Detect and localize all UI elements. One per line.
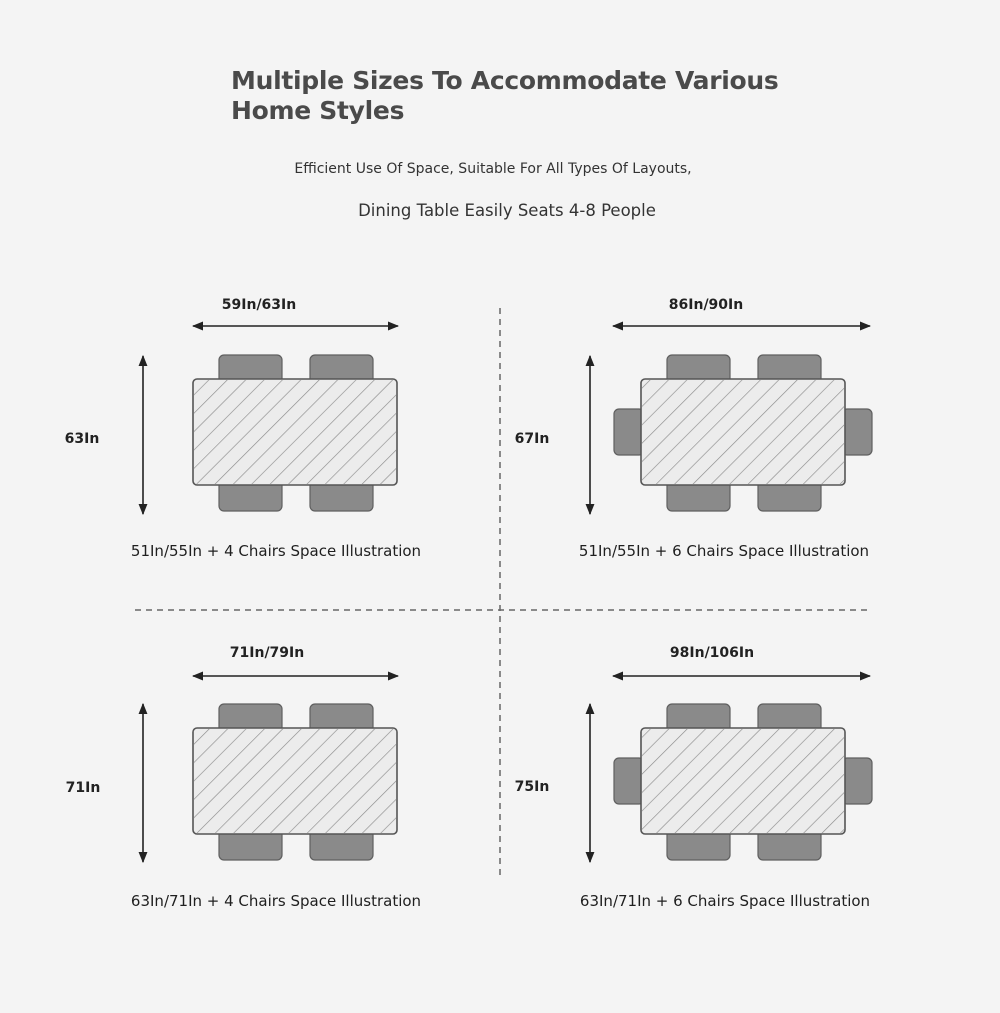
panel-caption: 51In/55In + 4 Chairs Space Illustration — [130, 542, 422, 560]
table-hatching — [194, 729, 396, 833]
subtitle-layouts: Efficient Use Of Space, Suitable For All Types Of Layouts, — [294, 161, 692, 177]
width-label: 59In/63In — [221, 297, 297, 313]
depth-label: 67In — [514, 431, 550, 447]
panel-caption: 63In/71In + 6 Chairs Space Illustration — [579, 892, 871, 910]
table-hatching — [642, 729, 844, 833]
table-panel-4 — [515, 645, 872, 910]
chair-6 — [842, 758, 872, 804]
title-line-2: Home Styles — [231, 96, 405, 125]
table-panel-2 — [515, 297, 872, 560]
table-hatching — [642, 380, 844, 484]
subtitle-seating: Dining Table Easily Seats 4-8 People — [358, 201, 656, 220]
chair-5 — [614, 758, 644, 804]
panel-caption: 51In/55In + 6 Chairs Space Illustration — [578, 542, 870, 560]
depth-label: 63In — [64, 431, 100, 447]
panel-caption: 63In/71In + 4 Chairs Space Illustration — [130, 892, 422, 910]
chair-6 — [842, 409, 872, 455]
title-line-1: Multiple Sizes To Accommodate Various — [231, 66, 779, 95]
chair-5 — [614, 409, 644, 455]
depth-label: 71In — [65, 780, 101, 796]
table-panel-1 — [65, 297, 421, 560]
width-label: 71In/79In — [229, 645, 305, 661]
table-panel-3 — [66, 645, 421, 910]
width-label: 98In/106In — [669, 645, 755, 661]
depth-label: 75In — [514, 779, 550, 795]
table-hatching — [194, 380, 396, 484]
width-label: 86In/90In — [668, 297, 744, 313]
